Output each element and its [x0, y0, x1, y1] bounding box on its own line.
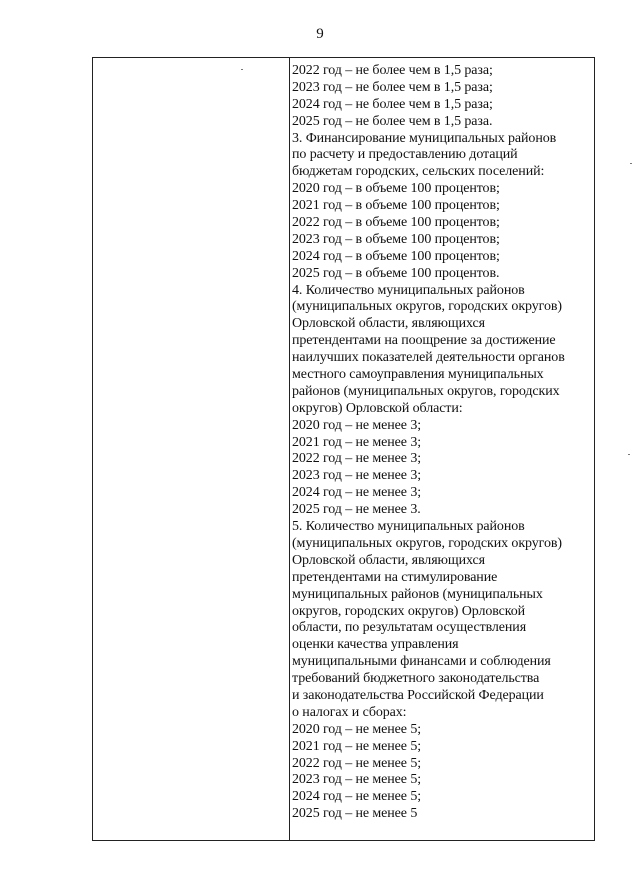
text-line: муниципальных районов (муниципальных [292, 586, 543, 602]
text-line: 4. Количество муниципальных районов [292, 282, 525, 298]
text-line: наилучших показателей деятельности органов [292, 350, 565, 366]
text-line: 3. Финансирование муниципальных районов [292, 130, 557, 146]
text-line: 2020 год – не менее 5; [292, 721, 422, 737]
text-line: 2022 год – не более чем в 1,5 раза; [292, 63, 493, 78]
text-line: Орловской области, являющихся [292, 316, 485, 332]
text-line: о налогах и сборах: [292, 704, 407, 720]
text-line: округов, городских округов) Орловской [292, 603, 526, 619]
scan-speck [630, 163, 632, 164]
text-line: 2023 год – в объеме 100 процентов; [292, 231, 500, 247]
text-line: 2023 год – не менее 3; [292, 468, 422, 484]
text-line: 2021 год – не менее 3; [292, 434, 422, 450]
text-line: 2020 год – не менее 3; [292, 417, 422, 433]
left-column-cell [93, 58, 289, 840]
text-line: 2024 год – не менее 5; [292, 789, 422, 805]
page-number: 9 [316, 26, 324, 42]
text-line: 2022 год – в объеме 100 процентов; [292, 215, 500, 231]
text-line: претендентами на поощрение за достижение [292, 333, 556, 349]
text-line: (муниципальных округов, городских округов) [292, 299, 562, 315]
text-line: 2022 год – не менее 5; [292, 755, 422, 771]
text-line: 2021 год – не менее 5; [292, 738, 422, 754]
text-line: 2020 год – в объеме 100 процентов; [292, 181, 500, 197]
text-line: 2021 год – в объеме 100 процентов; [292, 198, 500, 214]
text-line: области, по результатам осуществления [292, 620, 527, 636]
text-line: Орловской области, являющихся [292, 552, 485, 568]
text-line: 2025 год – не менее 3. [292, 502, 421, 518]
text-line: 2023 год – не более чем в 1,5 раза; [292, 79, 493, 95]
text-line: оценки качества управления [292, 637, 459, 653]
text-line: округов) Орловской области: [292, 400, 463, 416]
text-line: и законодательства Российской Федерации [292, 687, 544, 703]
scan-speck [628, 454, 630, 455]
text-line: требований бюджетного законодательства [292, 671, 540, 687]
text-line: 2025 год – не менее 5 [292, 806, 418, 822]
text-line: местного самоуправления муниципальных [292, 367, 544, 383]
scan-speck [241, 69, 243, 70]
document-table [92, 57, 595, 841]
text-line: претендентами на стимулирование [292, 569, 498, 585]
text-line: 2025 год – в объеме 100 процентов. [292, 265, 500, 281]
text-line: муниципальными финансами и соблюдения [292, 654, 551, 670]
text-line: 2024 год – в объеме 100 процентов; [292, 248, 500, 264]
text-line: по расчету и предоставлению дотаций [292, 147, 518, 163]
column-divider [289, 58, 290, 840]
text-line: 2022 год – не менее 3; [292, 451, 422, 467]
text-line: (муниципальных округов, городских округов) [292, 535, 562, 551]
text-line: 5. Количество муниципальных районов [292, 519, 525, 535]
text-line: 2024 год – не менее 3; [292, 485, 422, 501]
text-line: районов (муниципальных округов, городских [292, 383, 560, 399]
text-line: 2024 год – не более чем в 1,5 раза; [292, 96, 493, 112]
text-line: бюджетам городских, сельских поселений: [292, 164, 545, 180]
text-line: 2023 год – не менее 5; [292, 772, 422, 788]
right-column-cell [292, 63, 594, 823]
text-line: 2025 год – не более чем в 1,5 раза. [292, 113, 493, 129]
